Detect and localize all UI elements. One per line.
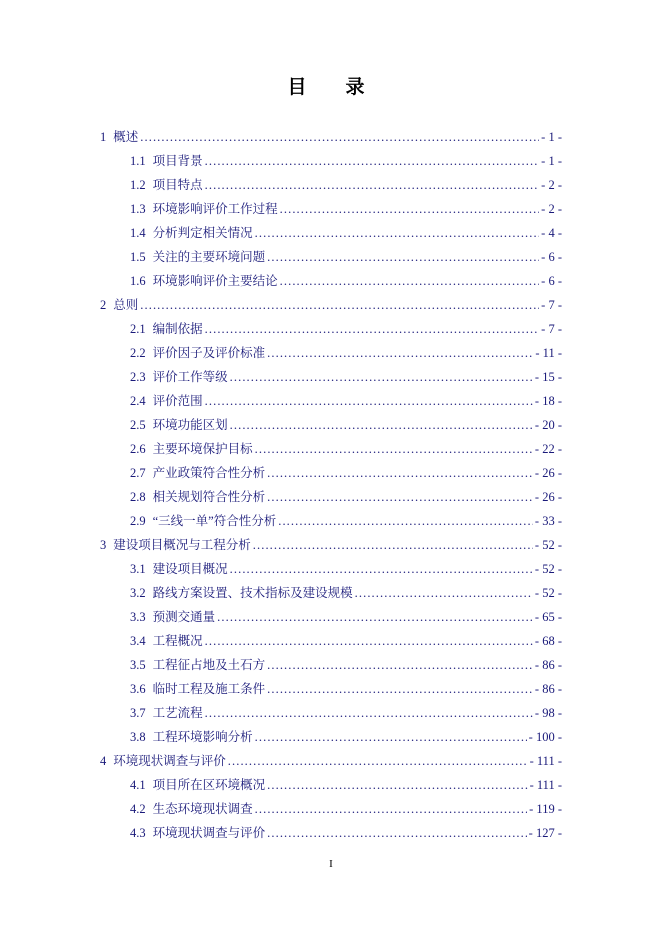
- table-of-contents: [0, 131, 662, 840]
- toc-entry-number: 2.9: [130, 514, 146, 528]
- toc-entry-label: 环境现状调查与评价: [113, 754, 226, 768]
- toc-entry-label: 概述: [113, 130, 139, 144]
- toc-entry[interactable]: [0, 395, 662, 408]
- toc-leader-dots: [230, 563, 533, 576]
- toc-entry[interactable]: [0, 611, 662, 624]
- toc-entry[interactable]: [0, 443, 662, 456]
- toc-entry-label: 项目背景: [152, 154, 203, 168]
- toc-entry[interactable]: [0, 707, 662, 720]
- toc-entry-label: 工程征占地及土石方: [152, 658, 266, 672]
- toc-entry[interactable]: [0, 731, 662, 744]
- toc-entry-number: 4.1: [130, 778, 146, 792]
- toc-entry-page: - 7 -: [541, 298, 562, 312]
- toc-entry-page: - 18 -: [534, 394, 562, 408]
- toc-leader-dots: [267, 659, 533, 672]
- toc-entry[interactable]: [0, 179, 662, 192]
- toc-entry-number: 2.6: [130, 442, 146, 456]
- toc-leader-dots: [278, 515, 533, 528]
- page-title: 目 录: [287, 77, 375, 98]
- toc-entry-page: - 119 -: [529, 802, 562, 816]
- toc-entry-number: 1.5: [130, 250, 146, 264]
- toc-entry[interactable]: [0, 203, 662, 216]
- toc-entry[interactable]: [0, 755, 662, 768]
- toc-entry[interactable]: [0, 227, 662, 240]
- toc-entry-number: 2.5: [130, 418, 146, 432]
- toc-entry-page: - 15 -: [534, 370, 562, 384]
- toc-entry-number: 1.6: [130, 274, 146, 288]
- toc-entry-number: 2: [100, 298, 107, 312]
- toc-entry-number: 1: [100, 130, 107, 144]
- toc-entry[interactable]: [0, 371, 662, 384]
- toc-leader-dots: [255, 227, 540, 240]
- toc-entry[interactable]: [0, 131, 662, 144]
- toc-entry-number: 3.4: [130, 634, 146, 648]
- toc-entry-label: 生态环境现状调查: [152, 802, 253, 816]
- toc-entry-label: 预测交通量: [152, 610, 216, 624]
- toc-entry-label: 工艺流程: [152, 706, 203, 720]
- toc-leader-dots: [255, 731, 527, 744]
- toc-entry-number: 3.2: [130, 586, 146, 600]
- toc-leader-dots: [253, 539, 533, 552]
- toc-entry-page: - 86 -: [534, 658, 562, 672]
- toc-entry-number: 4.3: [130, 826, 146, 840]
- toc-entry[interactable]: [0, 491, 662, 504]
- toc-entry-page: - 111 -: [529, 778, 562, 792]
- toc-entry-page: - 22 -: [534, 442, 562, 456]
- toc-leader-dots: [228, 755, 528, 768]
- toc-entry-number: 1.2: [130, 178, 146, 192]
- toc-entry-page: - 7 -: [541, 322, 562, 336]
- toc-entry[interactable]: [0, 683, 662, 696]
- toc-entry-number: 1.3: [130, 202, 146, 216]
- toc-entry-label: 建设项目概况: [152, 562, 228, 576]
- toc-entry-number: 3.7: [130, 706, 146, 720]
- toc-entry-page: - 52 -: [534, 586, 562, 600]
- toc-leader-dots: [140, 299, 539, 312]
- toc-entry-label: 环境影响评价主要结论: [152, 274, 278, 288]
- toc-entry-page: - 68 -: [534, 634, 562, 648]
- toc-entry-label: 环境功能区划: [152, 418, 228, 432]
- toc-entry-number: 3.8: [130, 730, 146, 744]
- toc-entry-label: 关注的主要环境问题: [152, 250, 266, 264]
- toc-entry-page: - 1 -: [541, 154, 562, 168]
- toc-entry-number: 4: [100, 754, 107, 768]
- toc-entry-number: 2.7: [130, 466, 146, 480]
- toc-entry-page: - 33 -: [534, 514, 562, 528]
- toc-entry-label: “三线一单”符合性分析: [152, 514, 277, 528]
- toc-leader-dots: [267, 683, 533, 696]
- toc-entry[interactable]: [0, 347, 662, 360]
- toc-entry-label: 环境影响评价工作过程: [152, 202, 278, 216]
- toc-entry-label: 评价范围: [152, 394, 203, 408]
- toc-entry[interactable]: [0, 803, 662, 816]
- toc-leader-dots: [280, 203, 540, 216]
- toc-entry[interactable]: [0, 659, 662, 672]
- toc-entry-page: - 52 -: [534, 538, 562, 552]
- toc-entry-label: 分析判定相关情况: [152, 226, 253, 240]
- toc-leader-dots: [267, 827, 527, 840]
- toc-leader-dots: [267, 347, 533, 360]
- toc-entry-number: 2.8: [130, 490, 146, 504]
- toc-leader-dots: [230, 371, 533, 384]
- toc-entry-number: 2.2: [130, 346, 146, 360]
- toc-entry-page: - 20 -: [534, 418, 562, 432]
- toc-entry[interactable]: [0, 299, 662, 312]
- toc-entry-number: 3.3: [130, 610, 146, 624]
- toc-entry[interactable]: [0, 827, 662, 840]
- toc-entry-page: - 86 -: [534, 682, 562, 696]
- toc-entry-number: 1.1: [130, 154, 146, 168]
- toc-entry-label: 临时工程及施工条件: [152, 682, 266, 696]
- toc-leader-dots: [140, 131, 539, 144]
- toc-entry[interactable]: [0, 467, 662, 480]
- toc-entry-number: 2.4: [130, 394, 146, 408]
- toc-entry-label: 相关规划符合性分析: [152, 490, 266, 504]
- toc-entry-label: 环境现状调查与评价: [152, 826, 266, 840]
- toc-entry-label: 工程环境影响分析: [152, 730, 253, 744]
- toc-leader-dots: [267, 491, 533, 504]
- toc-leader-dots: [355, 587, 533, 600]
- toc-entry-number: 3.6: [130, 682, 146, 696]
- toc-entry-number: 2.1: [130, 322, 146, 336]
- toc-entry-page: - 98 -: [534, 706, 562, 720]
- toc-entry-label: 路线方案设置、技术指标及建设规模: [152, 586, 353, 600]
- toc-entry-page: - 11 -: [535, 346, 562, 360]
- toc-entry-number: 3.1: [130, 562, 146, 576]
- toc-entry-label: 项目所在区环境概况: [152, 778, 266, 792]
- toc-entry[interactable]: [0, 251, 662, 264]
- toc-leader-dots: [255, 803, 527, 816]
- toc-entry-page: - 6 -: [541, 274, 562, 288]
- toc-entry-page: - 2 -: [541, 202, 562, 216]
- toc-entry-number: 3: [100, 538, 107, 552]
- toc-entry-label: 主要环境保护目标: [152, 442, 253, 456]
- toc-entry[interactable]: [0, 275, 662, 288]
- toc-entry-page: - 52 -: [534, 562, 562, 576]
- toc-entry-label: 编制依据: [152, 322, 203, 336]
- toc-leader-dots: [205, 395, 533, 408]
- toc-entry-label: 工程概况: [152, 634, 203, 648]
- toc-leader-dots: [255, 443, 533, 456]
- toc-entry-page: - 1 -: [541, 130, 562, 144]
- toc-entry-number: 1.4: [130, 226, 146, 240]
- toc-entry[interactable]: [0, 779, 662, 792]
- toc-leader-dots: [205, 179, 540, 192]
- toc-leader-dots: [205, 155, 540, 168]
- toc-entry-page: - 65 -: [534, 610, 562, 624]
- toc-entry-page: - 26 -: [534, 466, 562, 480]
- toc-entry[interactable]: [0, 587, 662, 600]
- toc-entry-page: - 26 -: [534, 490, 562, 504]
- toc-leader-dots: [230, 419, 533, 432]
- toc-entry-number: 4.2: [130, 802, 146, 816]
- toc-leader-dots: [267, 779, 527, 792]
- toc-leader-dots: [280, 275, 540, 288]
- toc-entry[interactable]: [0, 323, 662, 336]
- toc-entry[interactable]: [0, 563, 662, 576]
- toc-entry-number: 2.3: [130, 370, 146, 384]
- toc-entry-page: - 6 -: [541, 250, 562, 264]
- toc-leader-dots: [267, 467, 533, 480]
- toc-leader-dots: [205, 323, 540, 336]
- toc-entry-label: 评价工作等级: [152, 370, 228, 384]
- toc-leader-dots: [205, 707, 533, 720]
- toc-entry-label: 产业政策符合性分析: [152, 466, 266, 480]
- toc-entry[interactable]: [0, 155, 662, 168]
- toc-entry-label: 项目特点: [152, 178, 203, 192]
- toc-entry[interactable]: [0, 635, 662, 648]
- toc-entry-page: - 100 -: [528, 730, 562, 744]
- toc-leader-dots: [267, 251, 539, 264]
- toc-entry-number: 3.5: [130, 658, 146, 672]
- toc-entry-page: - 2 -: [541, 178, 562, 192]
- toc-entry-page: - 111 -: [529, 754, 562, 768]
- toc-entry[interactable]: [0, 419, 662, 432]
- toc-entry-label: 建设项目概况与工程分析: [113, 538, 251, 552]
- toc-entry-page: - 127 -: [528, 826, 562, 840]
- toc-entry[interactable]: [0, 539, 662, 552]
- toc-leader-dots: [217, 611, 533, 624]
- page-number: I: [329, 858, 333, 870]
- toc-entry[interactable]: [0, 515, 662, 528]
- toc-entry-page: - 4 -: [541, 226, 562, 240]
- toc-entry-label: 评价因子及评价标准: [152, 346, 266, 360]
- toc-leader-dots: [205, 635, 533, 648]
- toc-entry-label: 总则: [113, 298, 139, 312]
